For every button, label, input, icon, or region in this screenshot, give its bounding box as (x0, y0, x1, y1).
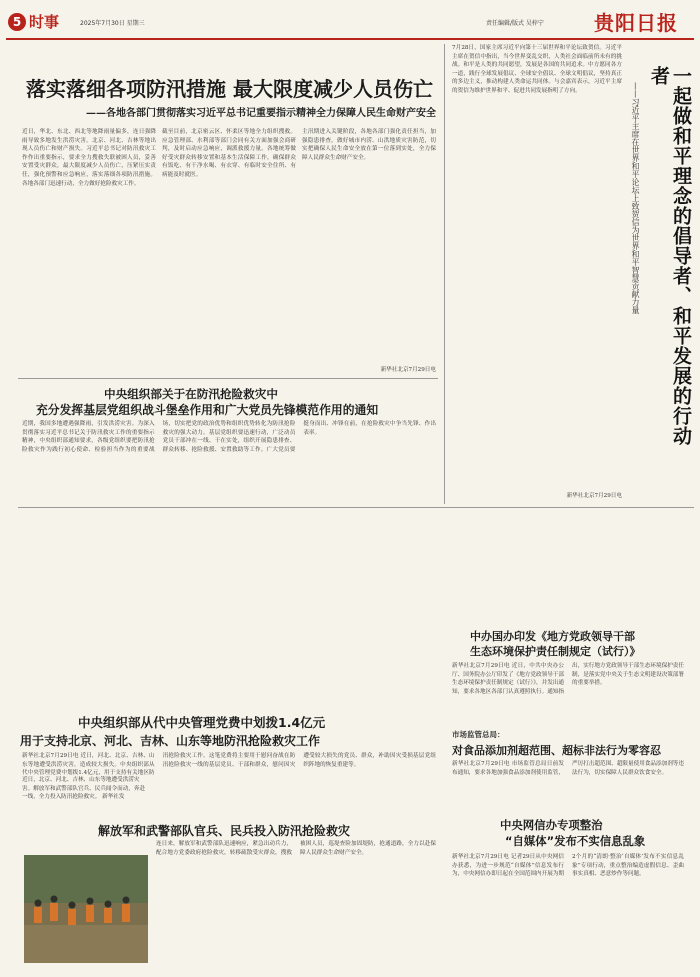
liability-article-title-2: 生态环境保护责任制规定（试行）》 (470, 645, 641, 658)
editor-credit: 责任编辑/版式 吴梓宁 (486, 20, 544, 27)
rescue-photo-caption: 近日，北京、河北、吉林、山东等地遭受洪涝灾害。解放军和武警部队官兵、民兵闻令而动，奔赴一线，全力投入防汛抢险救灾。 新华社发 (22, 777, 146, 801)
organization-article-title: 中央组织部关于在防汛抢险救灾中 (104, 387, 278, 401)
lead-article-credit: 新华社北京7月29日电 (380, 367, 436, 373)
page-number: 5 (8, 13, 26, 31)
fund-article-title-2: 用于支持北京、河北、吉林、山东等地防汛抢险救灾工作 (20, 734, 321, 748)
rescue-scene-illustration (24, 855, 148, 963)
market-article-title: 对食品添加剂超范围、超标非法行为零容忍 (452, 744, 661, 757)
newspaper-logo: 贵阳日报 (594, 11, 678, 35)
organization-article-text: 近期，我国多地遭遇强降雨，引发洪涝灾害。为深入贯彻落实习近平总书记关于防汛救灾工作的重要指示精神，中央组织部通知要求，各级党组织要把防汛抢险救灾作为践行初心使命、检验担当作为的重要战场，切实把党的政治优势和组织优势转化为防汛抢险救灾的强大动力。基层党组织要迅速行动，广泛动员党员干部冲在一线、干在实处，组织开展隐患排查、群众转移、抢险救援、安置救助等工作。广大党员要挺身而出、冲锋在前，在抢险救灾中争当先锋、作出表率。 (22, 421, 436, 453)
feature-subtitle: ——习近平主席在世界和平论坛上致贺信为世界和平智慧贡献力量 (631, 82, 640, 314)
feature-text: 7月28日，国家主席习近平向第十三届世界和平论坛致贺信。习近平主席在贺信中指出，当今世界变乱交织，人类社会面临前所未有的挑战。和平是人类的共同愿望，发展是各国的共同追求。中方愿同各方一道，践行全球发展倡议、全球安全倡议、全球文明倡议，坚持真正的多边主义，推动构建人类命运共同体。与会嘉宾表示，习近平主席的贺信为维护世界和平、促进共同发展指明了方向。 (452, 45, 622, 94)
column-divider (444, 44, 445, 504)
date-line: 2025年7月30日 星期三 (80, 20, 145, 27)
internet-article-title-2: “自媒体”发布不实信息乱象 (505, 834, 646, 848)
liability-article-title: 中办国办印发《地方党政领导干部 (470, 630, 635, 643)
feature-credit: 新华社北京7月29日电 (566, 493, 622, 499)
section-name: 时事 (29, 13, 60, 31)
fund-article-text: 新华社北京7月29日电 近日，河北、北京、吉林、山东等地遭受洪涝灾害，造成较大损失。中央组织部从代中央管理党费中划拨1.4亿元，用于支持有关地区防汛抢险救灾工作。这笔党费将主要用于慰问奋战在防汛抢险救灾一线的基层党员、干部和群众，慰问因灾遭受较大损失的党员、群众，补助因灾受损基层党组织阵地的恢复重建等。 (22, 753, 436, 777)
lead-article-col3: 主汛期进入关键阶段，各地各部门强化责任担当，加强隐患排查，做好城市内涝、山洪地质灾害防范，切实把确保人民生命安全放在第一位落到实处，全力保障人民群众生命财产安全。 (302, 129, 436, 161)
organization-article-title-2: 充分发挥基层党组织战斗堡垒作用和广大党员先锋模范作用的通知 (36, 403, 379, 417)
rescue-photo (24, 855, 148, 963)
lead-article-subtitle: ——各地各部门贯彻落实习近平总书记重要指示精神全力保障人民生命财产安全 (86, 108, 436, 119)
market-article-kicker: 市场监管总局： (452, 730, 505, 739)
internet-article-title: 中央网信办专项整治 (500, 818, 603, 832)
fund-article-title: 中央组织部从代中央管理党费中划拨1.4亿元 (78, 715, 326, 730)
lead-article-col1: 近日，华北、东北、西北等地降雨量偏多，连日强降雨导致多地发生洪涝灾害。北京、河北、吉林等地出现人员伤亡和财产损失。习近平总书记对防汛救灾工作作出重要指示，要求全力搜救失联被困人员，妥善安置受灾群众，最大限度减少人员伤亡，压紧压实责任，强化预警和应急响应，落实落细各项防汛措施。各地各部门迅速行动，全力做好抢险救灾工作。 (22, 129, 156, 187)
feature-title: 一起做和平理念的倡导者、和平发展的行动者 (648, 66, 692, 446)
military-article-text: 连日来，解放军和武警部队迅速响应，紧急出动兵力，配合地方党委政府抢险救灾，转移疏散受灾群众，搜救被困人员，巡堤查险加固堤防，抢通道路，全力以赴保障人民群众生命财产安全。 (156, 841, 436, 856)
internet-article-text: 新华社北京7月29日电 记者29日从中央网信办获悉，为进一步规范“自媒体”信息发布行为，中央网信办即日起在全国范围内开展为期2个月的“清朗·整治‘自媒体’发布不实信息乱象”专项行动，重点整治编造虚假信息、歪曲事实真相、恶意炒作等问题。 (452, 854, 684, 878)
lead-article-col2: 截至目前，北京密云区、怀柔区等地全力组织搜救。应急管理部、水利部等部门会同有关方面加强会商研判，及时启动应急响应，调派救援力量。各地统筹做好受灾群众转移安置和基本生活保障工作，确保群众有饭吃、有干净水喝、有衣穿、有临时安全住所、有病能及时就医。 (162, 129, 296, 178)
military-article-title: 解放军和武警部队官兵、民兵投入防汛抢险救灾 (98, 824, 351, 838)
market-article-text: 新华社北京7月29日电 市场监管总局日前发布通知，要求各地加强食品添加剂使用监管，严厉打击超范围、超限量使用食品添加剂等违法行为，切实保障人民群众饮食安全。 (452, 761, 684, 776)
liability-article-text: 新华社北京7月29日电 近日，中共中央办公厅、国务院办公厅印发了《地方党政领导干部生态环境保护责任制规定（试行）》，并发出通知，要求各地区各部门认真遵照执行。通知指出，实行地方党政领导干部生态环境保护责任制，是落实党中央关于生态文明建设决策部署的重要举措。 (452, 663, 684, 695)
divider (18, 507, 694, 508)
divider (18, 378, 438, 379)
page-header (6, 4, 694, 40)
lead-article-title: 落实落细各项防汛措施 最大限度减少人员伤亡 (26, 77, 433, 101)
